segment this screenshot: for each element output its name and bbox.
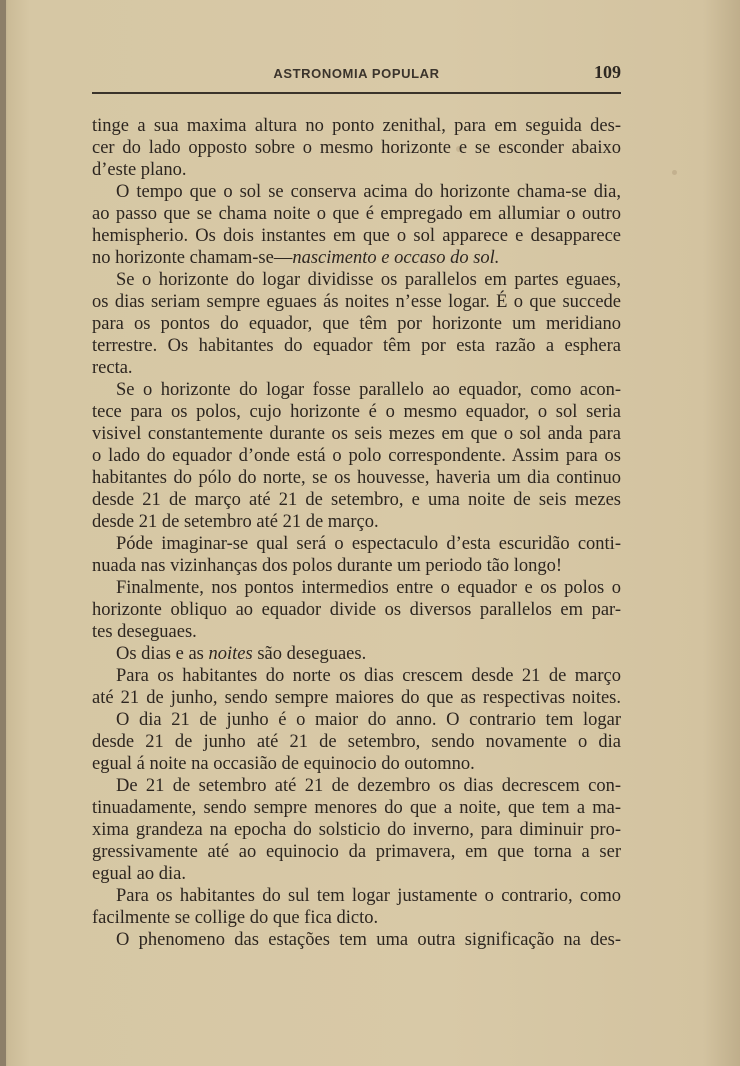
text-line: tinge a sua maxima altura no ponto zenithal, para em seguida des- — [92, 116, 621, 136]
text-line: Para os habitantes do sul tem logar justamente o contrario, como — [116, 886, 621, 906]
body-text — [92, 116, 621, 950]
text-line: Póde imaginar-se qual será o espectaculo d’esta escuridão conti- — [116, 534, 621, 554]
text-line: egual á noite na occasião de equinocio do outomno. — [92, 754, 475, 774]
text-line: tinuadamente, sendo sempre menores do que a noite, que tem a ma- — [92, 798, 621, 818]
text-line: O dia 21 de junho é o maior do anno. O contrario tem logar — [116, 710, 621, 730]
text-line: egual ao dia. — [92, 864, 186, 884]
text-line: para os pontos do equador, que têm por horizonte um meridiano — [92, 314, 621, 334]
page-header — [92, 62, 621, 94]
text-line: Se o horizonte do logar dividisse os parallelos em partes eguaes, — [116, 270, 621, 290]
text-line: O phenomeno das estações tem uma outra significação na des- — [116, 930, 621, 950]
text-line: tece para os polos, cujo horizonte é o mesmo equador, o sol seria — [92, 402, 621, 422]
text-line: cer do lado opposto sobre o mesmo horizonte e se esconder abaixo — [92, 138, 621, 158]
text-line: hemispherio. Os dois instantes em que o sol apparece e desapparece — [92, 226, 621, 246]
text-line — [92, 248, 499, 269]
text-line: De 21 de setembro até 21 de dezembro os dias decrescem con- — [116, 776, 621, 796]
text-line: Para os habitantes do norte os dias crescem desde 21 de março — [116, 666, 621, 686]
foxing-spot — [672, 170, 677, 175]
text-line: O tempo que o sol se conserva acima do horizonte chama-se dia, — [116, 182, 621, 202]
text-line: nuada nas vizinhanças dos polos durante um periodo tão longo! — [92, 556, 563, 576]
text-line: Finalmente, nos pontos intermedios entre o equador e os polos o — [116, 578, 621, 598]
running-title: ASTRONOMIA POPULAR — [273, 66, 440, 81]
text-line: terrestre. Os habitantes do equador têm por esta razão a esphera — [92, 336, 621, 356]
text-line: desde 21 de junho até 21 de setembro, sendo novamente o dia — [92, 732, 621, 752]
text-span: são deseguaes. — [252, 644, 367, 664]
text-line: gressivamente até ao equinocio da primavera, em que torna a ser — [92, 842, 621, 862]
text-line: habitantes do pólo do norte, se os houvesse, haveria um dia continuo — [92, 468, 621, 488]
text-line: desde 21 de março até 21 de setembro, e uma noite de seis mezes — [92, 490, 621, 510]
text-line: desde 21 de setembro até 21 de março. — [92, 512, 379, 532]
text-line: ao passo que se chama noite o que é empregado em allumiar o outro — [92, 204, 621, 224]
text-line — [116, 644, 366, 665]
text-line: recta. — [92, 358, 133, 378]
text-line: visivel constantemente durante os seis mezes em que o sol anda para — [92, 424, 621, 444]
page-number: 109 — [594, 62, 621, 82]
text-line: Se o horizonte do logar fosse parallelo ao equador, como acon- — [116, 380, 621, 400]
text-line: xima grandeza na epocha do solsticio do inverno, para diminuir pro- — [92, 820, 621, 840]
text-span: no horizonte chamam-se— — [92, 248, 293, 268]
text-line: os dias seriam sempre eguaes ás noites n’esse logar. É o que succede — [92, 292, 621, 312]
text-line: até 21 de junho, sendo sempre maiores do que as respectivas noites. — [92, 688, 621, 708]
text-line: facilmente se collige do que fica dicto. — [92, 908, 379, 928]
page-left-edge — [0, 0, 6, 1066]
italic-phrase: nascimento e occaso do sol. — [292, 248, 500, 268]
italic-word: noites — [208, 644, 253, 664]
text-line: tes deseguaes. — [92, 622, 197, 642]
text-line: horizonte obliquo ao equador divide os diversos parallelos em par- — [92, 600, 621, 620]
text-span: Os dias e as — [116, 644, 209, 664]
text-line: d’este plano. — [92, 160, 187, 180]
text-line: o lado do equador d’onde está o polo correspondente. Assim para os — [92, 446, 621, 466]
